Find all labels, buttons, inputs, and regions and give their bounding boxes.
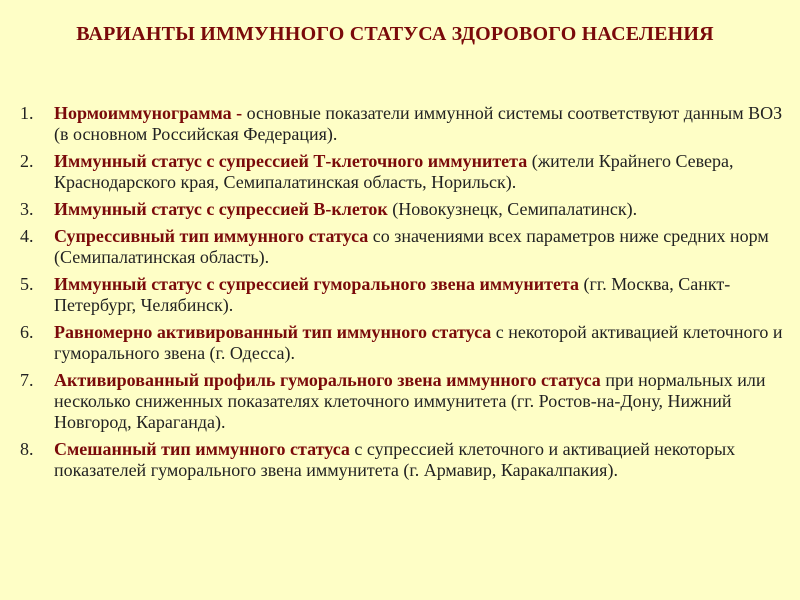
list-item <box>16 370 794 433</box>
list-item-description: (гг. Москва, Санкт-Петербург, Челябинск). <box>54 274 731 315</box>
list-item <box>16 226 794 268</box>
list-item-term: Равномерно активированный тип иммунного статуса <box>54 322 492 342</box>
list-item <box>16 199 794 220</box>
list-item <box>16 274 794 316</box>
list-item-term: Иммунный статус с супрессией Т-клеточного иммунитета <box>54 151 528 171</box>
list-item <box>16 439 794 481</box>
list-item <box>16 322 794 364</box>
list-item-number: 8. <box>20 439 34 459</box>
list-item-description: с супрессией клеточного и активацией некоторых показателей гуморального звена иммунитета (г. Армавир, Каракалпакия). <box>54 439 736 480</box>
list-item-number: 6. <box>20 322 34 342</box>
list-item <box>16 103 794 145</box>
list-item-number: 4. <box>20 226 34 246</box>
list-item-term: Супрессивный тип иммунного статуса <box>54 226 369 246</box>
list-item-description: при нормальных или несколько сниженных показателях клеточного иммунитета (гг. Ростов-на-Дону, Нижний Новгород, Караганда). <box>54 370 766 432</box>
list-item-term: Иммунный статус с супрессией гуморального звена иммунитета <box>54 274 580 294</box>
list-item-term: Иммунный статус с супрессией В-клеток <box>54 199 388 219</box>
list-item-description: (жители Крайнего Севера, Краснодарского края, Семипалатинская область, Норильск). <box>54 151 734 192</box>
list-item-description: (Новокузнецк, Семипалатинск). <box>387 199 638 219</box>
slide-title: ВАРИАНТЫ ИММУННОГО СТАТУСА ЗДОРОВОГО НАСЕЛЕНИЯ <box>76 23 714 45</box>
list-item-term: Смешанный тип иммунного статуса <box>54 439 350 459</box>
list-item-term: Нормоиммунограмма - <box>54 103 243 123</box>
list-item-number: 2. <box>20 151 34 171</box>
list-item-description: основные показатели иммунной системы соответствуют данным ВОЗ (в основном Российская Федерация). <box>54 103 783 144</box>
list-item-description: с некоторой активацией клеточного и гуморального звена (г. Одесса). <box>54 322 783 363</box>
list-item-number: 3. <box>20 199 34 219</box>
list-item <box>16 151 794 193</box>
status-variants-list <box>16 103 794 487</box>
list-item-number: 1. <box>20 103 34 123</box>
list-item-term: Активированный профиль гуморального звена иммунного статуса <box>54 370 601 390</box>
list-item-number: 5. <box>20 274 34 294</box>
list-item-description: со значениями всех параметров ниже средних норм (Семипалатинская область). <box>54 226 769 267</box>
list-item-number: 7. <box>20 370 34 390</box>
